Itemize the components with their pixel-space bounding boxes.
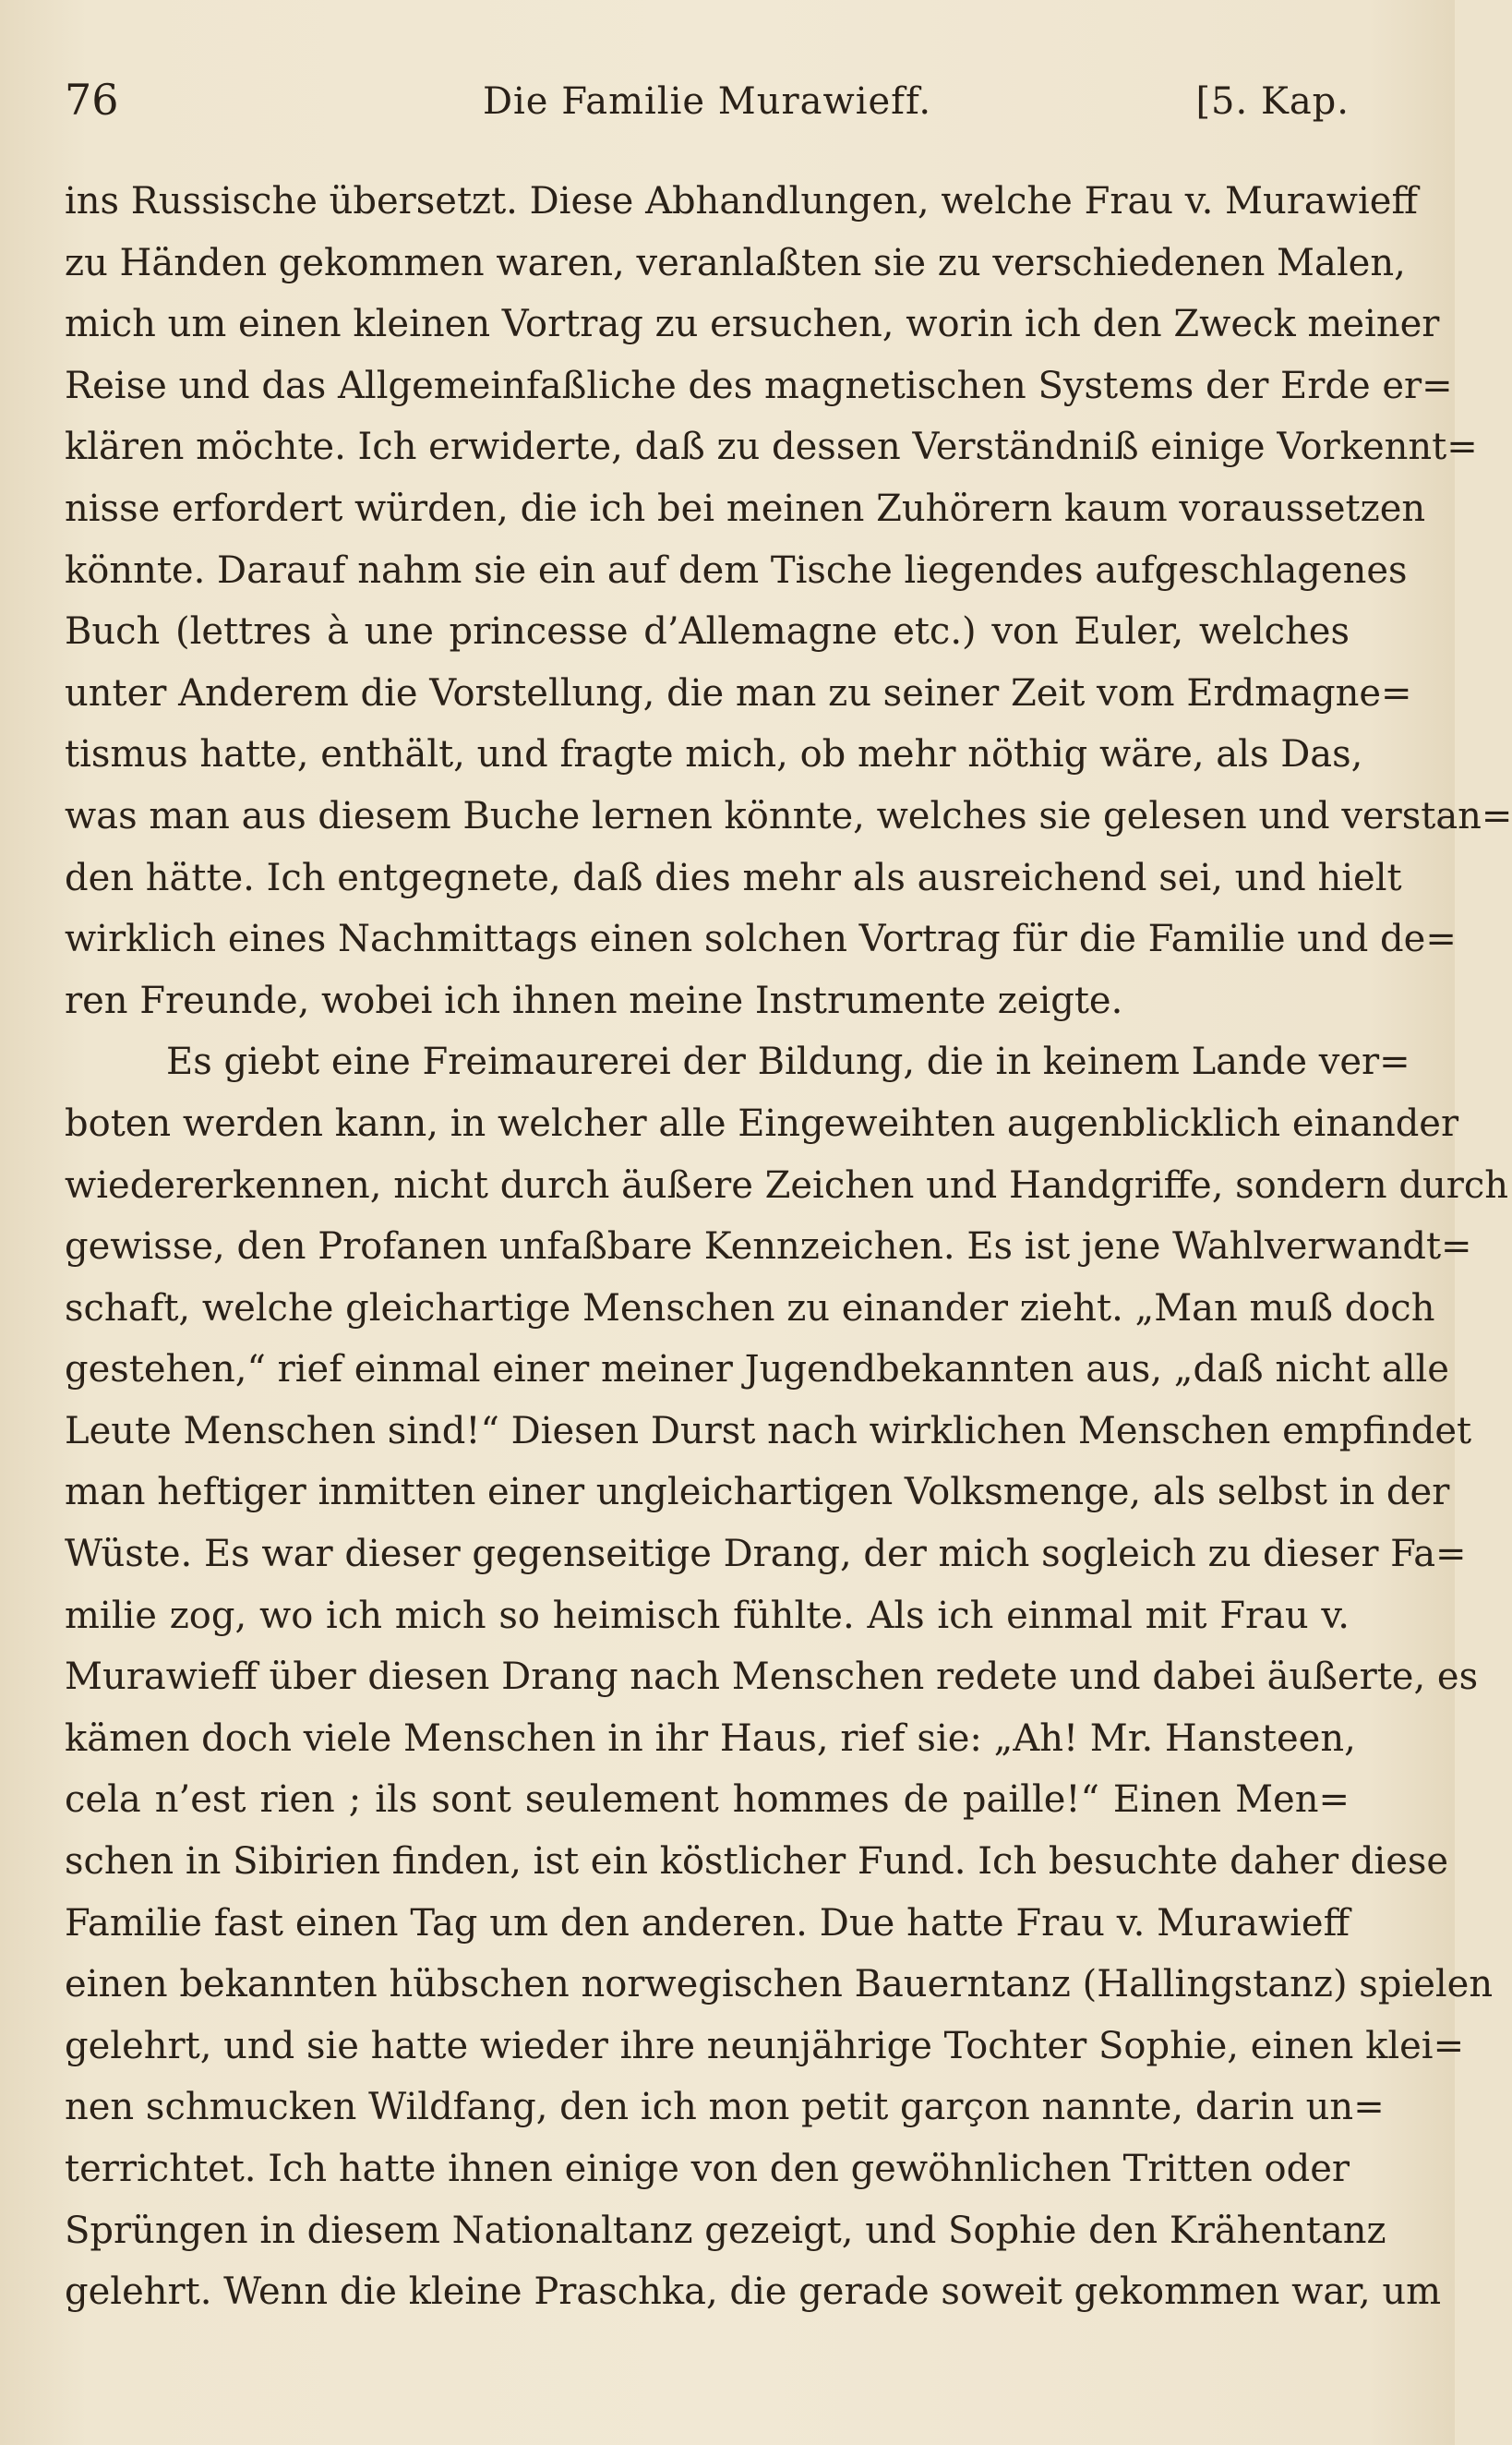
text-line: Buch (lettres à une princesse d’Allemagne etc.) von Euler, welches [65, 610, 1350, 654]
text-line: cela n’est rien ; ils sont seulement hommes de paille!“ Einen Men= [65, 1778, 1350, 1822]
text-line: man heftiger inmitten einer ungleichartigen Volksmenge, als selbst in der [65, 1471, 1450, 1514]
chapter-mark: [5. Kap. [1195, 80, 1350, 123]
text-line: mich um einen kleinen Vortrag zu ersuchen, worin ich den Zweck meiner [65, 303, 1440, 346]
text-line: schaft, welche gleichartige Menschen zu einander zieht. „Man muß doch [65, 1286, 1435, 1330]
text-line: könnte. Darauf nahm sie ein auf dem Tische liegendes aufgeschlagenes [65, 548, 1408, 592]
text-line: gestehen,“ rief einmal einer meiner Jugendbekannten aus, „daß nicht alle [65, 1348, 1449, 1391]
text-line: Wüste. Es war dieser gegenseitige Drang, der mich sogleich zu dieser Fa= [65, 1533, 1467, 1576]
text-line: Sprüngen in diesem Nationaltanz gezeigt, und Sophie den Krähentanz [65, 2209, 1386, 2252]
text-line: ins Russische übersetzt. Diese Abhandlungen, welche Frau v. Murawieff [65, 180, 1418, 223]
text-line: milie zog, wo ich mich so heimisch fühlte. Als ich einmal mit Frau v. [65, 1594, 1350, 1637]
paragraph-start-line: Es giebt eine Freimaurerei der Bildung, die in keinem Lande ver= [166, 1041, 1410, 1084]
text-line: schen in Sibirien finden, ist ein köstlicher Fund. Ich besuchte daher diese [65, 1840, 1449, 1884]
text-line: Leute Menschen sind!“ Diesen Durst nach wirklichen Menschen empfindet [65, 1409, 1472, 1452]
paragraph-end-line: ren Freunde, wobei ich ihnen meine Instrumente zeigte. [65, 979, 1123, 1022]
page-number: 76 [65, 75, 119, 125]
text-line: wiedererkennen, nicht durch äußere Zeichen und Handgriffe, sondern durch [65, 1163, 1509, 1207]
text-line: boten werden kann, in welcher alle Eingeweihten augenblicklich einander [65, 1102, 1459, 1145]
text-line: nen schmucken Wildfang, den ich mon petit garçon nannte, darin un= [65, 2086, 1385, 2129]
text-line: gelehrt. Wenn die kleine Praschka, die gerade soweit gekommen war, um [65, 2270, 1442, 2314]
text-line: unter Anderem die Vorstellung, die man zu seiner Zeit vom Erdmagne= [65, 671, 1412, 715]
text-line: kämen doch viele Menschen in ihr Haus, rief sie: „Ah! Mr. Hansteen, [65, 1716, 1356, 1760]
text-line: zu Händen gekommen waren, veranlaßten sie zu verschiedenen Malen, [65, 241, 1406, 284]
text-line: einen bekannten hübschen norwegischen Bauerntanz (Hallingstanz) spielen [65, 1963, 1494, 2006]
running-title: Die Familie Murawieff. [482, 80, 932, 123]
text-line: wirklich eines Nachmittags einen solchen Vortrag für die Familie und de= [65, 918, 1457, 961]
text-line: terrichtet. Ich hatte ihnen einige von den gewöhnlichen Tritten oder [65, 2148, 1350, 2190]
text-line: Reise und das Allgemeinfaßliche des magnetischen Systems der Erde er= [65, 364, 1453, 407]
text-line: nisse erfordert würden, die ich bei meinen Zuhörern kaum voraussetzen [65, 487, 1426, 530]
page-header [65, 72, 1350, 137]
text-line: gewisse, den Profanen unfaßbare Kennzeichen. Es ist jene Wahlverwandt= [65, 1225, 1472, 1269]
text-line: den hätte. Ich entgegnete, daß dies mehr als ausreichend sei, und hielt [65, 856, 1402, 899]
text-line: gelehrt, und sie hatte wieder ihre neunjährige Tochter Sophie, einen klei= [65, 2024, 1465, 2067]
body-text [65, 171, 1512, 2323]
text-line: Murawieff über diesen Drang nach Menschen redete und dabei äußerte, es [65, 1656, 1479, 1699]
text-line: Familie fast einen Tag um den anderen. Due hatte Frau v. Murawieff [65, 1901, 1350, 1945]
text-line: was man aus diesem Buche lernen könnte, welches sie gelesen und verstan= [65, 794, 1512, 837]
text-line: tismus hatte, enthält, und fragte mich, ob mehr nöthig wäre, als Das, [65, 733, 1363, 777]
text-line: klären möchte. Ich erwiderte, daß zu dessen Verständniß einige Vorkennt= [65, 426, 1478, 469]
